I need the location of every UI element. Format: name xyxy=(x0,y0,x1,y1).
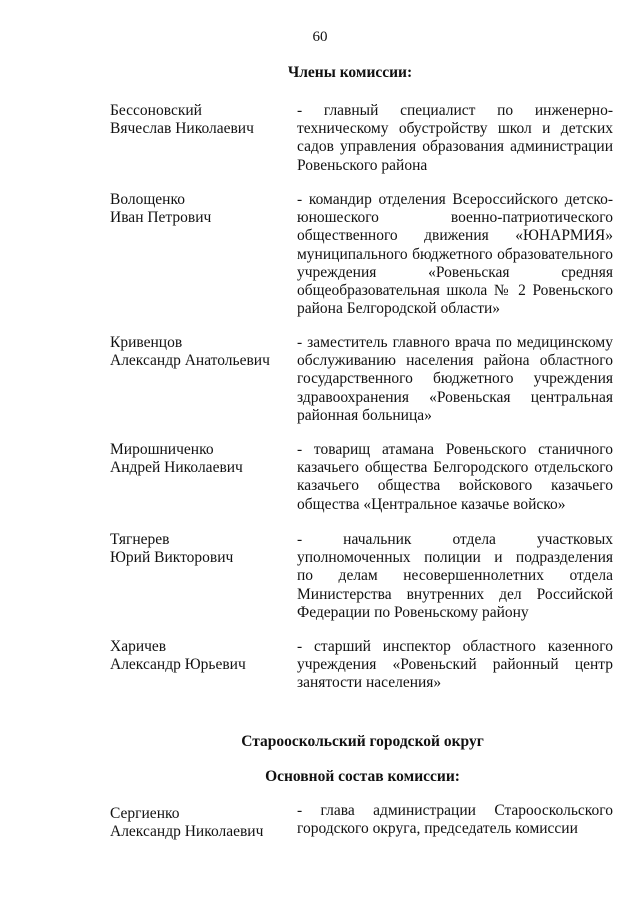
role-line: государственного бюджетного учреждения xyxy=(297,370,613,388)
role-line: - командир отделения Всероссийского детско- xyxy=(297,191,613,208)
member-name xyxy=(110,191,290,227)
member-surname: Кривенцов xyxy=(110,334,183,351)
role-line: муниципального бюджетного образовательного xyxy=(297,245,613,263)
role-line: общества «Центральное казачье войско» xyxy=(297,495,566,513)
member-name xyxy=(110,805,290,841)
page-number: 60 xyxy=(312,29,328,45)
role-line: - старший инспектор областного казенного xyxy=(297,638,613,655)
member-given-names: Юрий Викторович xyxy=(110,549,234,566)
member-surname: Сергиенко xyxy=(110,805,180,822)
section-heading-district: Старооскольский городской округ xyxy=(241,733,484,750)
member-surname: Мирошниченко xyxy=(110,441,214,458)
role-line: уполномоченных полиции и подразделения xyxy=(297,549,613,567)
member-surname: Тягнерев xyxy=(110,531,170,548)
role-line: садов управления образования администрации xyxy=(297,138,613,156)
member-name xyxy=(110,441,290,477)
role-line: юношеского военно-патриотического xyxy=(297,209,613,227)
member-name xyxy=(110,334,290,370)
role-line: Федерации по Ровеньскому району xyxy=(297,603,529,621)
section-heading-commission-members: Члены комиссии: xyxy=(287,64,413,81)
role-line: - начальник отдела участковых xyxy=(297,531,613,548)
role-line: - товарищ атамана Ровеньского станичного xyxy=(297,441,613,458)
member-role xyxy=(297,334,613,425)
role-line: техническому обустройству школ и детских xyxy=(297,120,613,138)
member-role xyxy=(297,802,613,838)
member-given-names: Иван Петрович xyxy=(110,209,212,226)
member-name xyxy=(110,638,290,674)
role-line: - заместитель главного врача по медицинскому xyxy=(297,334,613,351)
role-line: районная больница» xyxy=(297,406,432,424)
member-given-names: Вячеслав Николаевич xyxy=(110,120,254,137)
role-line: района Белгородской области» xyxy=(297,300,501,318)
member-role xyxy=(297,102,613,175)
member-name xyxy=(110,102,290,138)
role-line: - глава администрации Старооскольского xyxy=(297,802,613,819)
role-line: по делам несовершеннолетних отдела xyxy=(297,567,613,585)
role-line: учреждения «Ровеньский районный центр xyxy=(297,656,613,674)
member-given-names: Андрей Николаевич xyxy=(110,459,243,476)
role-line: Министерства внутренних дел Российской xyxy=(297,585,613,603)
member-name xyxy=(110,531,290,567)
role-line: казачьего общества Белгородского отдельского xyxy=(297,459,613,477)
role-line: Ровеньского района xyxy=(297,156,428,174)
member-surname: Бессоновский xyxy=(110,102,202,119)
member-surname: Харичев xyxy=(110,638,167,655)
role-line: городского округа, председатель комиссии xyxy=(297,820,578,838)
member-role xyxy=(297,191,613,318)
member-surname: Волощенко xyxy=(110,191,185,208)
role-line: - главный специалист по инженерно- xyxy=(297,102,613,119)
member-given-names: Александр Николаевич xyxy=(110,823,264,840)
member-role xyxy=(297,441,613,514)
role-line: занятости населения» xyxy=(297,674,442,692)
member-role xyxy=(297,531,613,622)
role-line: общественного движения «ЮНАРМИЯ» xyxy=(297,227,613,245)
member-given-names: Александр Анатольевич xyxy=(110,352,270,369)
role-line: общеобразовательная школа № 2 Ровеньского xyxy=(297,282,613,300)
member-given-names: Александр Юрьевич xyxy=(110,656,246,673)
role-line: здравоохранения «Ровеньская центральная xyxy=(297,388,613,406)
role-line: казачьего общества войскового казачьего xyxy=(297,477,613,495)
role-line: обслуживанию населения района областного xyxy=(297,352,613,370)
member-role xyxy=(297,638,613,693)
role-line: учреждения «Ровеньская средняя xyxy=(297,263,613,281)
section-subheading-main-composition: Основной состав комиссии: xyxy=(265,768,460,785)
